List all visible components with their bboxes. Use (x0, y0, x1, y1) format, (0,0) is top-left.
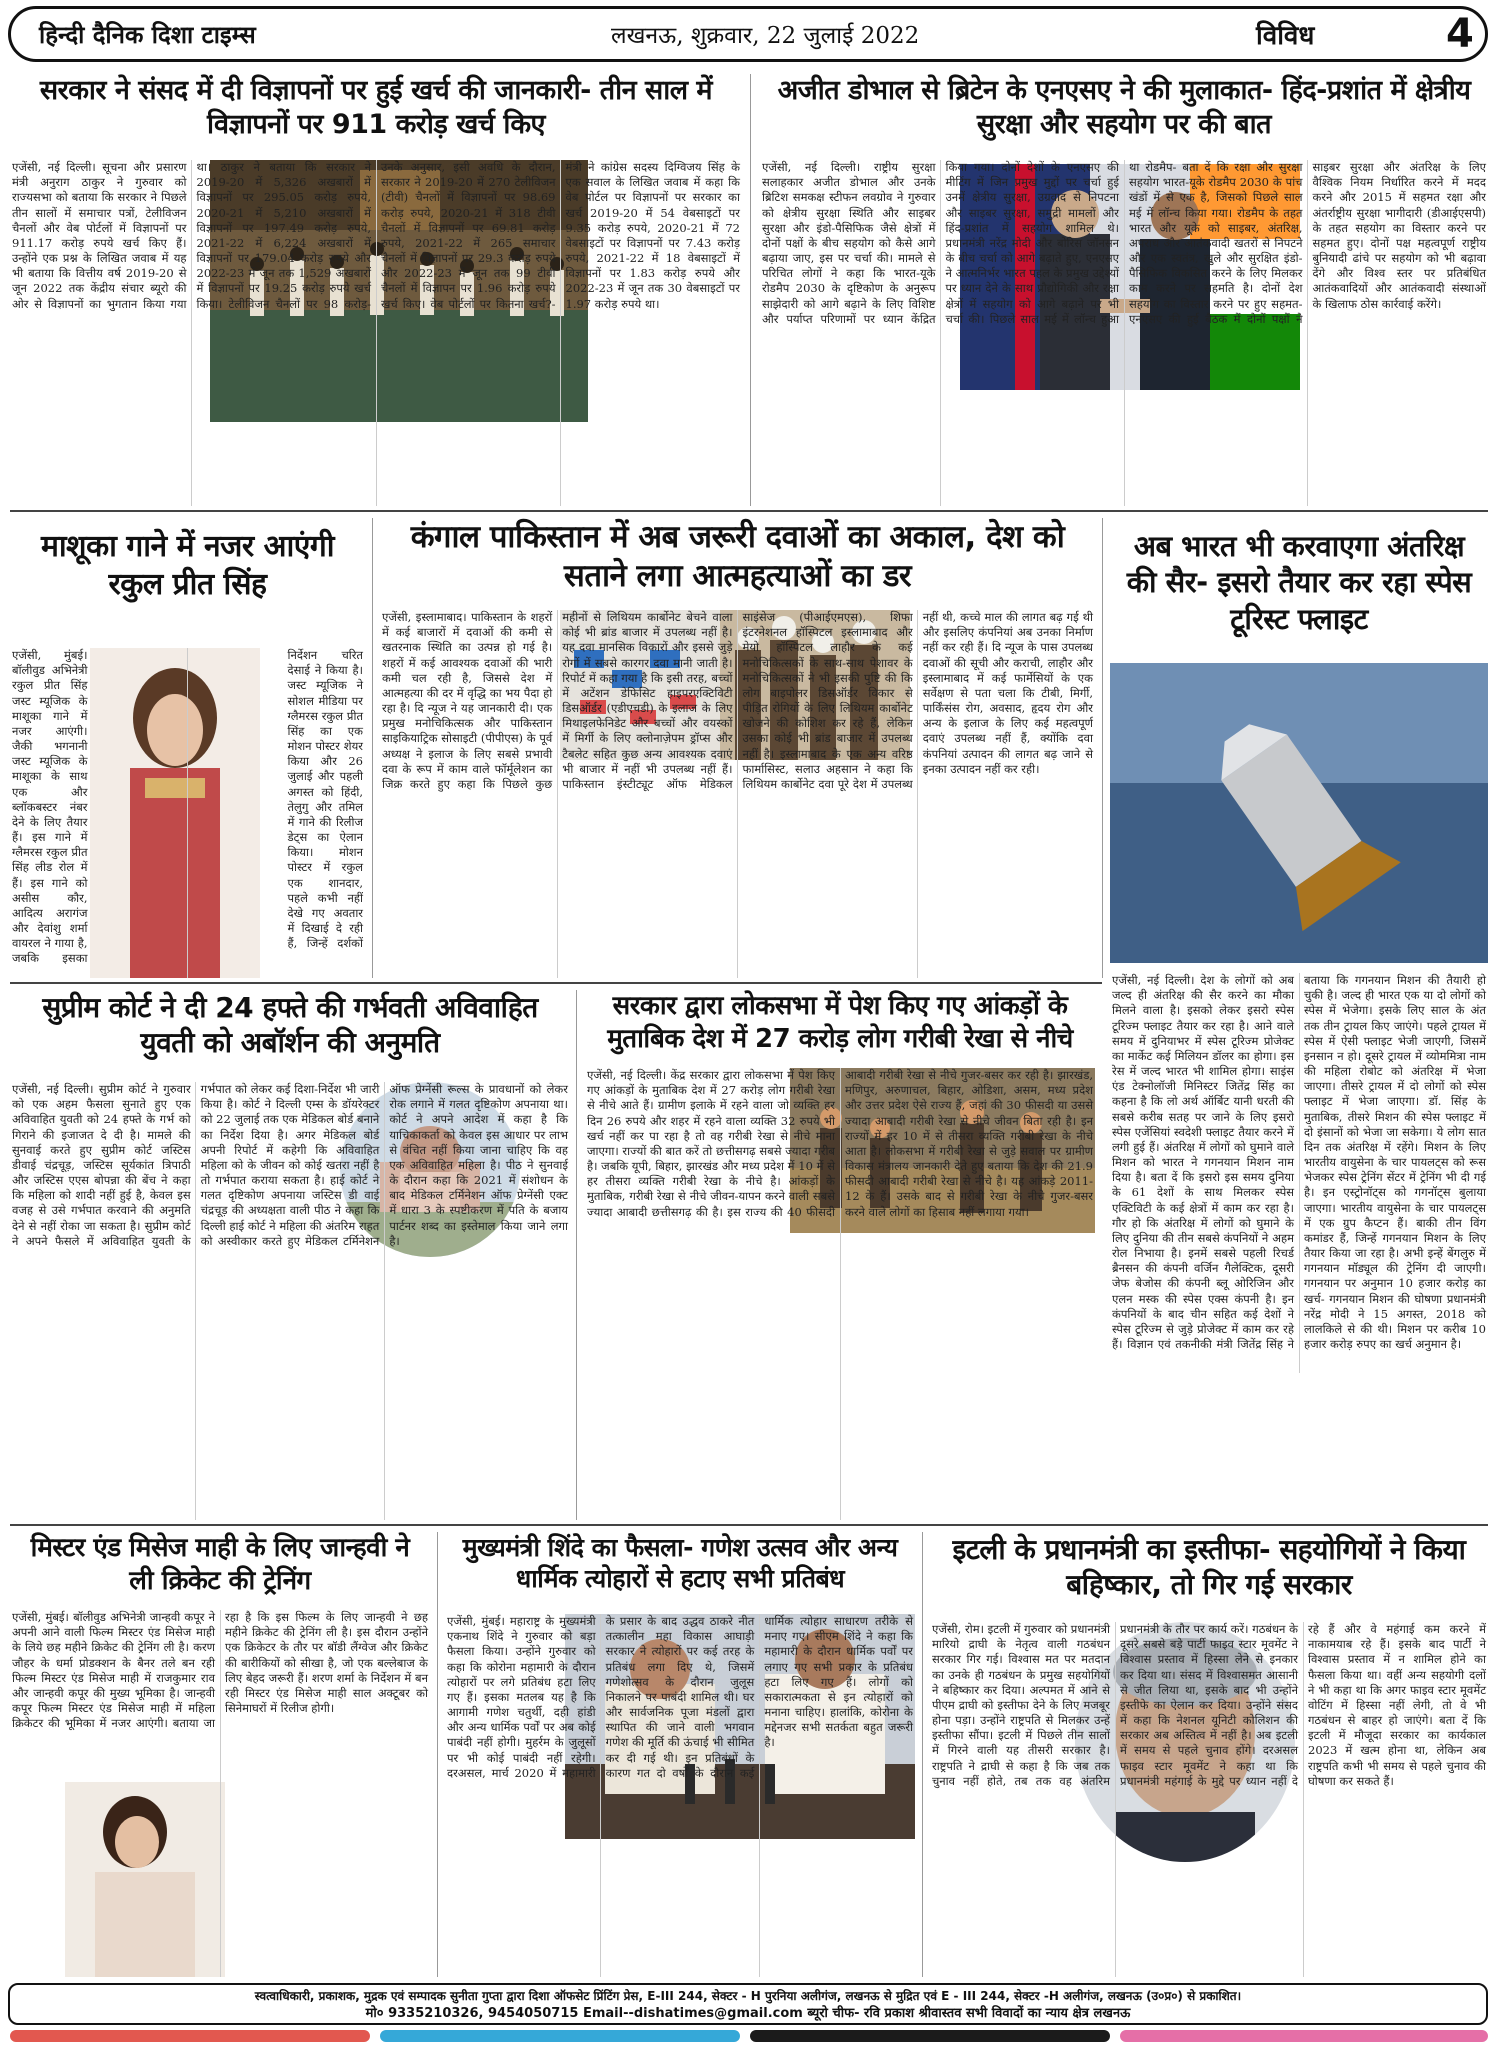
column-divider (1102, 518, 1103, 978)
spacecraft-photo (1110, 663, 1488, 963)
headline: अजीत डोभाल से ब्रिटेन के एनएसए ने की मुलाकात- हिंद-प्रशांत में क्षेत्रीय सुरक्षा और सहयोग पर की बात (777, 75, 1471, 140)
story-rakul (10, 518, 365, 978)
story-doval (760, 74, 1488, 506)
article-body: एजेंसी, मुंबई। महाराष्ट्र के मुख्यमंत्री एकनाथ शिंदे ने गुरुवार को बड़ा फैसला किया। उन्होंने गुरुवार को कहा कि कोरोना महामारी के दौरान त्योहारों पर लगे प्रतिबंध हटा लिए गए हैं। इसका मतलब यह है कि आगामी गणेश चतुर्थी, दही हांडी और अन्य धार्मिक पर्वों पर अब कोई पाबंदी नहीं होगी। मुहर्रम के जुलूसों पर भी कोई पाबंदी नहीं रहेगी। दरअसल, मार्च 2020 में महामारी के प्रसार के बाद उद्धव ठाकरे नीत तत्कालीन महा विकास आघाड़ी सरकार ने त्योहारों पर कई तरह के प्रतिबंध लगा दिए थे, जिसमें गणेशोत्सव के दौरान जुलूस निकालने पर पाबंदी शामिल थी। घर और सार्वजनिक पूजा मंडलों द्वारा स्थापित की जाने वाली भगवान गणेश की मूर्ति की ऊंचाई भी सीमित कर दी गई थी। इन प्रतिबंधों के कारण गत दो वर्षों के दौरान कई धार्मिक त्योहार साधारण तरीके से मनाए गए। सीएम शिंदे ने कहा कि महामारी के दौरान धार्मिक पर्वों पर लगाए गए सभी प्रकार के प्रतिबंध हटा लिए गए हैं। लोगों को सकारात्मकता से इन त्योहारों को मनाना चाहिए। हालांकि, कोरोना के मद्देनजर सभी सतर्कता बहुत जरूरी है। (447, 1614, 913, 1780)
article-body: एजेंसी, नई दिल्ली। केंद्र सरकार द्वारा लोकसभा में पेश किए गए आंकड़ों के मुताबिक देश में 27 करोड़ लोग गरीबी रेखा से नीचे आते हैं। ग्रामीण इलाके में रहने वाला जो व्यक्ति हर दिन 26 रुपये और शहर में रहने वाला व्यक्ति 32 रुपये भी खर्च नहीं कर पा रहा है तो वह गरीबी रेखा से नीचे माना जाएगा। राज्यों की बात करें तो छत्तीसगढ़ सबसे ज्यादा गरीब है। जबकि यूपी, बिहार, झारखंड और मध्य प्रदेश में 10 में से हर तीसरा व्यक्ति गरीबी रेखा के नीचे है। आंकड़ों के मुताबिक, गरीबी रेखा से नीचे जीवन-यापन करने वाली सबसे ज्यादा आबादी छत्तीसगढ़ की है। इस राज्य की 40 फीसदी आबादी गरीबी रेखा से नीचे गुजर-बसर कर रही है। झारखंड, मणिपुर, अरुणाचल, बिहार, ओडिशा, असम, मध्य प्रदेश और उत्तर प्रदेश ऐसे राज्य हैं, जहां की 30 फीसदी या उससे ज्यादा आबादी गरीबी रेखा से नीचे जीवन बिता रही है। इन राज्यों में हर 10 में से तीसरा व्यक्ति गरीबी रेखा के नीचे आता है। लोकसभा में गरीबी रेखा से जुड़े सवाल पर ग्रामीण विकास मंत्रालय जानकारी देते हुए बताया कि देश की 21.9 फीसदी आबादी गरीबी रेखा से नीचे है। यह आंकड़े 2011-12 के हैं। उसके बाद से गरीबी रेखा के नीचे गुजर-बसर करने वाले लोगों का हिसाब नहीं लगाया गया। (587, 1068, 1093, 1219)
article-body: एजेंसी, नई दिल्ली। देश के लोगों को अब जल्द ही अंतरिक्ष की सैर करने का मौका मिलने वाला है। इसको लेकर इसरो स्पेस टूरिज्म फ्लाइट तैयार कर रहा है। आने वाले समय में दुनियाभर में स्पेस टूरिज्म प्रोजेक्ट का मार्केट कई मिलियन डॉलर का होगा। इस रेस में जल्द भारत भी शामिल होगा। साइंस एंड टेक्नोलॉजी मिनिस्टर जितेंद्र सिंह का कहना है कि लो अर्थ ऑर्बिट यानी धरती की सबसे करीब सतह पर जाने के लिए इसरो स्पेस एजेंसियां स्वदेशी फ्लाइट तैयार करने में लगी हुई हैं। अंतरिक्ष में लोगों को घुमाने वाले मिशन को भारत ने गगनयान मिशन नाम दिया है। बता दें कि इसरो इस समय दुनिया के 61 देशों के साथ मिलकर स्पेस एक्टिविटी के कई क्षेत्रों में काम कर रहा है। गौर हो कि अंतरिक्ष में लोगों को घुमाने के लिए दुनिया की तीन सबसे कंपनियों ने अहम रोल निभाया है। इनमें सबसे पहली रिचर्ड ब्रैनसन की कंपनी वर्जिन गैलेक्टिक, दूसरी जेफ बेजोस की कंपनी ब्लू ओरिजिन और एलन मस्क की स्पेस एक्स कंपनी है। इन कंपनियों के बाद चीन सहित कई देशों ने स्पेस टूरिज्म से जुड़े प्रोजेक्ट में काम कर रहे हैं। विज्ञान एवं तकनीकी मंत्री जितेंद्र सिंह ने बताया कि गगनयान मिशन की तैयारी हो चुकी है। जल्द ही भारत एक या दो लोगों को स्पेस में भेजेगा। इसके लिए साल के अंत तक तीन ट्रायल किए जाएंगे। पहले ट्रायल में स्पेस में ऐसी फ्लाइट भेजी जाएगी, जिसमें इनसान न हो। दूसरे ट्रायल में व्योममित्रा नाम की महिला रोबोट को अंतरिक्ष में भेजा जाएगा। तीसरे ट्रायल में दो लोगों को स्पेस फ्लाइट में भेजा जाएगा। डॉ. सिंह के मुताबिक, तीसरे मिशन की स्पेस फ्लाइट में दो इंसानों को भेजा जा सकेगा। ये लोग सात दिन तक अंतरिक्ष में रहेंगे। मिशन के लिए भारतीय वायुसेना के चार पायलट्स को रूस भेजकर स्पेस ट्रेनिंग सेंटर में ट्रेनिंग भी दी गई है। इन एस्ट्रोनॉट्स को गगनॉट्स बुलाया जाएगा। भारतीय वायुसेना के चार पायलट्स में एक ग्रुप कैप्टन हैं। बाकी तीन विंग कमांडर हैं, जिन्हें गगनयान मिशन के लिए तैयार किया जा रहा है। अभी इन्हें बेंगलुरु में गगनयान मॉड्यूल की ट्रेनिंग दी जाएगी। गगनयान पर अनुमान 10 हजार करोड़ का खर्च- गगनयान मिशन की घोषणा प्रधानमंत्री नरेंद्र मोदी ने 15 अगस्त, 2018 को लालकिले से की थी। मिशन पर करीब 10 हजार करोड़ रुपए का खर्च अनुमान है। (1112, 973, 1486, 1352)
headline: सुप्रीम कोर्ट ने दी 24 हफ्ते की गर्भवती अविवाहित युवती को अबॉर्शन की अनुमति (42, 991, 538, 1059)
masthead (8, 6, 1488, 62)
article-body: एजेंसी, मुंबई। बॉलीवुड अभिनेत्री जान्हवी कपूर ने अपनी आने वाली फिल्म मिस्टर एंड मिसेज माही के लिये छह महीने क्रिकेट की ट्रेनिंग ली है। करण जौहर के धर्मा प्रोडक्शन के बैनर तले बन रही फिल्म मिस्टर एंड मिसेज माही में राजकुमार राव और जान्हवी कपूर की मुख्य भूमिका है। जान्हवी कपूर फिल्म मिस्टर एंड मिसेज माही में महिला क्रिकेटर की भूमिका में नजर आएंगी। बताया जा रहा है कि इस फिल्म के लिए जान्हवी ने छह महीने क्रिकेट की ट्रेनिंग ली है। इस दौरान उन्होंने एक क्रिकेटर के तौर पर बॉडी लैंग्वेज और क्रिकेट की बारीकियों को सीखा है, जो एक बल्लेबाज के लिए बेहद जरूरी हैं। शरण शर्मा के निर्देशन में बन रही मिस्टर एंड मिसेज माही साल अक्टूबर को सिनेमाघरों में रिलीज होगी। (12, 1610, 428, 1731)
decorative-bar (10, 2030, 370, 2042)
dateline: लखनऊ, शुक्रवार, 22 जुलाई 2022 (611, 23, 920, 49)
story-poverty (585, 990, 1095, 1520)
column-divider (372, 518, 373, 978)
decorative-bar (750, 2030, 1110, 2042)
article-body: एजेंसी, रोम। इटली में गुरुवार को प्रधानमंत्री मारियो द्राघी के नेतृत्व वाली गठबंधन सरकार गिर गई। विश्वास मत पर मतदान का उनके ही गठबंधन के प्रमुख सहयोगियों ने बहिष्कार कर दिया। अल्पमत में आने से पीएम द्राघी को इस्तीफा देने के लिए मजबूर होना पड़ा। उन्होंने राष्ट्रपति से मिलकर उन्हें इस्तीफा सौंपा। इटली में पिछले तीन सालों में गिरने वाली यह तीसरी सरकार है। राष्ट्रपति ने द्राघी से कहा है कि जब तक चुनाव नहीं होते, तब तक वह अंतरिम प्रधानमंत्री के तौर पर कार्य करें। गठबंधन के दूसरे सबसे बड़े पार्टी फाइव स्टार मूवमेंट ने विश्वास प्रस्ताव में हिस्सा लेने से इनकार कर दिया था। संसद में विश्वासमत आसानी से जीत लिया था, इसके बाद भी उन्होंने इस्तीफे का ऐलान कर दिया। उन्होंने संसद में कहा कि नेशनल यूनिटी कोलिशन की सरकार अब अस्तित्व में नहीं है। अब इटली में समय से पहले चुनाव होंगे। दरअसल फाइव स्टार मूवमेंट ने कहा था कि प्रधानमंत्री महंगाई के मुद्दे पर ध्यान नहीं दे रहे हैं और वे महंगाई कम करने में नाकामयाब रहे हैं। इसके बाद पार्टी ने विश्वास प्रस्ताव में न शामिल होने का फैसला किया था। वहीं अन्य सहयोगी दलों ने भी कहा था कि अगर फाइव स्टार मूवमेंट वोटिंग में हिस्सा नहीं लेगी, तो वे भी गठबंधन से बाहर हो जाएंगे। बता दें कि इटली में मौजूदा सरकार का कार्यकाल 2023 में खत्म होना था, लेकिन अब राष्ट्रपति कभी भी समय से पहले चुनाव की घोषणा कर सकते हैं। (932, 1622, 1486, 1788)
story-janhvi (10, 1532, 430, 1977)
story-pakistan (380, 518, 1095, 978)
contact-line: मो० 9335210326, 9454050715 Email--dishatimes@gmail.com ब्यूरो चीफ- रवि प्रकाश श्रीवास्तव सभी विवादों का न्याय क्षेत्र लखनऊ (365, 2006, 1131, 2021)
headline: अब भारत भी करवाएगा अंतरिक्ष की सैर- इसरो तैयार कर रहा स्पेस टूरिस्ट फ्लाइट (1126, 529, 1472, 636)
article-body: एजेंसी, इस्लामाबाद। पाकिस्तान के शहरों में कई बाजारों में दवाओं की कमी से खतरनाक स्थिति का उत्पन्न हो गई है। शहरों में कई आवश्यक दवाओं की भारी कमी चल रही है, जिससे देश में आत्महत्या की दर में वृद्धि का भय पैदा हो रहा है। दि न्यूज ने यह जानकारी दी। एक प्रमुख मनोचिकित्सक और पाकिस्तान साइकियाट्रिक सोसाइटी (पीपीएस) के पूर्व अध्यक्ष ने इलाज के लिए सबसे प्रभावी दवा के रूप में काम वाले फॉर्मूलेशन का जिक्र करते हुए कहा कि पिछले कुछ महीनों से लिथियम कार्बोनेट बेचने वाला कोई भी ब्रांड बाजार में उपलब्ध नहीं है। यह दवा मानसिक विकारों और इससे जुड़े रोगों में सबसे कारगर दवा मानी जाती है। रिपोर्ट में कहा गया है कि इसी तरह, बच्चों में अटेंशन डेफिसिट हाइपरएक्टिविटी डिसऑर्डर (एडीएचडी) के इलाज के लिए मिथाइलफेनिडेट और बच्चों और वयस्कों में मिर्गी के लिए क्लोनाज़ेपम ड्रॉप्स और टैबलेट सहित कुछ अन्य आवश्यक दवाएं भी बाजार में नहीं भी उपलब्ध नहीं हैं। पाकिस्तान इंस्टीट्यूट ऑफ मेडिकल साइंसेज (पीआईएमएस), शिफा इंटरनेशनल हॉस्पिटल इस्लामाबाद और मेयो हॉस्पिटल लाहौर के कई मनोचिकित्सकों के साथ-साथ पेशावर के मनोचिकित्सकों ने भी इसकी पुष्टि की कि लोग बाइपोलर डिसऑर्डर विकार से पीड़ित रोगियों के लिए लिथियम कार्बोनेट खोजने की कोशिश कर रहे हैं, लेकिन उसका कोई भी ब्रांड बाजार में उपलब्ध नहीं है। इस्लामाबाद के एक अन्य वरिष्ठ फार्मासिस्ट, सलाउ अहसान ने कहा कि लिथियम कार्बोनेट दवा पूरे देश में उपलब्ध नहीं थी, कच्चे माल की लागत बढ़ गई थी और इसलिए कंपनियां अब उनका निर्माण नहीं कर रही हैं। दि न्यूज के पास उपलब्ध दवाओं की सूची और कराची, लाहौर और इस्लामाबाद में कई फार्मेसियों के एक सर्वेक्षण से पता चला कि टीबी, मिर्गी, पार्किंसंस रोग, अवसाद, हृदय रोग और अन्य के इलाज के लिए कई महत्वपूर्ण दवाएं उपलब्ध नहीं हैं, क्योंकि दवा कंपनियां उत्पादन की लागत बढ़ जाने से इनका उत्पादन नहीं कर रही। (382, 610, 1093, 791)
article-body: एजेंसी, नई दिल्ली। राष्ट्रीय सुरक्षा सलाहकार अजीत डोभाल और उनके ब्रिटिश समकक्ष स्टीफन लवग्रोव ने गुरुवार को क्षेत्रीय सुरक्षा स्थिति और साइबर सुरक्षा और इंडो-पैसिफिक जैसे क्षेत्रों में दोनों पक्षों के बीच सहयोग को कैसे आगे बढ़ाया जाए, इस पर चर्चा की। मामले से परिचित लोगों ने कहा कि भारत-यूके रोडमैप 2030 के दृष्टिकोण के अनुरूप साझेदारी को आगे बढ़ाने के लिए विशिष्ट और पर्याप्त परिणामों पर ध्यान केंद्रित किया गया। दोनों देशों के एनएसए की मीटिंग में जिन प्रमुख मुद्दों पर चर्चा हुई उनमें क्षेत्रीय सुरक्षा, उग्रवाद से निपटना और साइबर सुरक्षा, समुद्री मामलों और हिंद-प्रशांत में सहयोग शामिल थे। प्रधानमंत्री नरेंद्र मोदी और बोरिस जॉनसन के बीच चर्चा को आगे बढ़ाते हुए, एनएसए ने आत्मनिर्भर भारत पहल के प्रमुख उद्देश्यों पर ध्यान देने के साथ प्रौद्योगिकी और रक्षा क्षेत्रों में सहयोग को आगे बढ़ाने पर भी चर्चा की। पिछले साल मई में लॉन्च हुआ था रोडमैप- बता दें कि रक्षा और सुरक्षा सहयोग भारत-यूके रोडमैप 2030 के पांच खंडों में से एक है, जिसको पिछले साल मई में लॉन्च किया गया। रोडमैप के तहत भारत और यूके को साइबर, अंतरिक्ष, अपराध और आतंकवादी खतरों से निपटने और एक स्वतंत्र, खुले और सुरक्षित इंडो-पैसिफिक विकसित करने के लिए मिलकर काम करने पर सहमति है। दोनों देश सहयोग का विस्तार करने पर हुए सहमत- एनएसए की हुई बैठक में दोनों पक्षों ने साइबर सुरक्षा और अंतरिक्ष के लिए वैश्विक नियम निर्धारित करने में मदद करने और 2015 में सहमत रक्षा और अंतर्राष्ट्रीय सुरक्षा भागीदारी (डीआईएसपी) के तहत सहयोग का विस्तार करने पर सहमत हुए। दोनों पक्ष महत्वपूर्ण राष्ट्रीय बुनियादी ढांचे पर सहयोग को भी बढ़ावा देंगे और विश्व स्तर पर प्रतिबंधित आतंकवादियों और आतंकवादी संस्थाओं के खिलाफ ठोस कार्रवाई करेंगे। (762, 160, 1486, 326)
headline: कंगाल पाकिस्तान में अब जरूरी दवाओं का अकाल, देश को सताने लगा आत्महत्याओं का डर (410, 519, 1065, 594)
page-number: 4 (1446, 11, 1474, 57)
column-divider (750, 74, 751, 506)
story-shinde (445, 1532, 915, 1977)
section-rule (10, 982, 1102, 984)
section-rule (10, 1524, 1488, 1526)
headline: सरकार ने संसद में दी विज्ञापनों पर हुई खर्च की जानकारी- तीन साल में विज्ञापनों पर 911 करोड़ खर्च किए (39, 75, 713, 140)
decorative-bar (380, 2030, 740, 2042)
story-ads (10, 74, 742, 506)
headline: मिस्टर एंड मिसेज माही के लिए जान्हवी ने ली क्रिकेट की ट्रेनिंग (30, 1533, 410, 1596)
headline: मुख्यमंत्री शिंदे का फैसला- गणेश उत्सव और अन्य धार्मिक त्योहारों से हटाए सभी प्रतिबंध (462, 1533, 898, 1594)
article-body: एजेंसी, मुंबई। बॉलीवुड अभिनेत्री रकुल प्रीत सिंह जस्ट म्यूजिक के माशूका गाने में नजर आएंगी। जैकी भगनानी जस्ट म्यूजिक के माशूका के साथ एक और ब्लॉकबस्टर नंबर देने के लिए तैयार हैं। इस गाने में ग्लैमरस रकुल प्रीत सिंह लीड रोल में हैं। इस गाने को असीस कौर, आदित्य अरागंज और देवांशु शर्मा वायरल ने गाया है, जबकि इसका निर्देशन चरित देसाई ने किया है। जस्ट म्यूजिक ने सोशल मीडिया पर ग्लैमरस रकुल प्रीत सिंह का एक मोशन पोस्टर शेयर किया और 26 जुलाई और पहली अगस्त को हिंदी, तेलुगु और तमिल में गाने की रिलीज डेट्स का ऐलान किया। मोशन पोस्टर में रकुल एक शानदार, पहले कभी नहीं देखे गए अवतार में दिखाई दे रही हैं, जिन्हें दर्शकों (12, 648, 363, 966)
decorative-bar (1120, 2030, 1488, 2042)
paper-name: हिन्दी दैनिक दिशा टाइम्स (39, 19, 256, 49)
headline: सरकार द्वारा लोकसभा में पेश किए गए आंकड़ों के मुताबिक देश में 27 करोड़ लोग गरीबी रेखा से नीचे (607, 991, 1073, 1054)
story-italy (930, 1532, 1488, 1977)
article-body: एजेंसी, नई दिल्ली। सुप्रीम कोर्ट ने गुरुवार को एक अहम फैसला सुनाते हुए एक अविवाहित युवती को 24 हफ्ते के गर्भ को गिराने की इजाजत दे दी है। मामले की सुनवाई करते हुए सुप्रीम कोर्ट जस्टिस डीवाई चंद्रचूड़, जस्टिस सूर्यकांत त्रिपाठी और जस्टिस एएस बोपन्ना की बेंच ने कहा कि महिला को शादी नहीं हुई है, केवल इस वजह से उसे गर्भपात करवाने की अनुमति देने से नहीं रोका जा सकता है। सुप्रीम कोर्ट ने अपने फैसले में अविवाहित युवती के गर्भपात को लेकर कई दिशा-निर्देश भी जारी किया है। कोर्ट ने दिल्ली एम्स के डॉयरेक्टर को 22 जुलाई तक एक मेडिकल बोर्ड बनाने का निर्देश दिया है। अगर मेडिकल बोर्ड अपनी रिपोर्ट में कहेगी कि अविवाहित महिला को के जीवन को कोई खतरा नहीं है तो गर्भपात कराया सकता है। हाई कोर्ट ने गलत दृष्टिकोण अपनाया जस्टिस डी वाई चंद्रचूड़ की अध्यक्षता वाली पीठ ने कहा कि दिल्ली हाई कोर्ट ने महिला की अंतरिम राहत को अस्वीकार करते हुए मेडिकल टर्मिनेशन ऑफ प्रेग्नेंसी रूल्स के प्रावधानों को लेकर रोक लगाने में गलत दृष्टिकोण अपनाया था। कोर्ट ने अपने आदेश में कहा है कि याचिकाकर्ता को केवल इस आधार पर लाभ से वंचित नहीं किया जाना चाहिए कि वह एक अविवाहित महिला है। पीठ ने सुनवाई के दौरान कहा कि 2021 में संशोधन के बाद मेडिकल टर्मिनेशन ऑफ प्रेग्नेंसी एक्ट में धारा 3 के स्पष्टीकरण में पति के बजाय पार्टनर शब्द का इस्तेमाल किया जाने लगा है। (12, 1082, 568, 1248)
imprint-footer (8, 1983, 1488, 2025)
story-abortion (10, 990, 570, 1520)
headline: माशूका गाने में नजर आएंगी रकुल प्रीत सिंह (40, 529, 335, 602)
headline: इटली के प्रधानमंत्री का इस्तीफा- सहयोगियों ने किया बहिष्कार, तो गिर गई सरकार (952, 1533, 1466, 1601)
column-divider (437, 1532, 438, 1977)
imprint-line: स्वत्वाधिकारी, प्रकाशक, मुद्रक एवं सम्पादक सुनीता गुप्ता द्वारा दिशा ऑफसेट प्रिंटिंग प्रेस, E-III 244, सेक्टर - H पुरनिया अलीगंज, लखनऊ से मुद्रित एवं E - III 244, सेक्टर -H अलीगंज, लखनऊ (उ०प्र०) से प्रकाशित। (254, 1989, 1242, 2003)
section-rule (10, 510, 1488, 512)
column-divider (576, 990, 577, 1520)
section-name: विविध (1256, 21, 1315, 51)
column-divider (922, 1532, 923, 1977)
article-body: एजेंसी, नई दिल्ली। सूचना और प्रसारण मंत्री अनुराग ठाकुर ने गुरुवार को राज्यसभा को बताया कि सरकार ने पिछले तीन सालों में समाचार पत्रों, टेलीविजन चैनलों और वेब पोर्टलों में विज्ञापनों पर 911.17 करोड़ रुपये खर्च किए हैं। उन्होंने एक प्रश्न के लिखित जवाब में यह भी बताया कि वित्तीय वर्ष 2019-20 से जून 2022 तक केंद्रीय संचार ब्यूरो की ओर से विज्ञापनों का भुगतान किया गया था। ठाकुर ने बताया कि सरकार ने 2019-20 में 5,326 अखबारों में विज्ञापनों पर 295.05 करोड़ रुपये, 2020-21 में 5,210 अखबारों में विज्ञापनों पर 197.49 करोड़ रुपये, 2021-22 में 6,224 अखबारों में विज्ञापनों पर 179.04 करोड़ रुपये और 2022-23 में जून तक 1,529 अखबारों में विज्ञापनों पर 19.25 करोड़ रुपये खर्च किया। टेलीविजन चैनलों पर 98 करोड़- उनके अनुसार, इसी अवधि के दौरान, सरकार ने 2019-20 में 270 टेलीविजन (टीवी) चैनलों में विज्ञापनों पर 98.69 करोड़ रुपये, 2020-21 में 318 टीवी चैनलों में विज्ञापनों पर 69.81 करोड़ रुपये, 2021-22 में 265 समाचार चैनलों में विज्ञापनों पर 29.3 करोड़ रुपये और 2022-23 में जून तक 99 टीवी चैनलों में विज्ञापन पर 1.96 करोड़ रुपये खर्च किए। वेब पोर्टलों पर कितना खर्च?- मंत्री ने कांग्रेस सदस्य दिग्विजय सिंह के एक सवाल के लिखित जवाब में कहा कि वेब पोर्टल पर विज्ञापनों पर सरकार का खर्च 2019-20 में 54 वेबसाइटों पर 9.35 करोड़ रुपये, 2020-21 में 72 वेबसाइटों पर विज्ञापनों पर 7.43 करोड़ रुपये, 2021-22 में 18 वेबसाइटों में विज्ञापनों पर 1.83 करोड़ रुपये और 2022-23 में जून तक 30 वेबसाइटों पर 1.97 करोड़ रुपये था। (12, 160, 740, 311)
